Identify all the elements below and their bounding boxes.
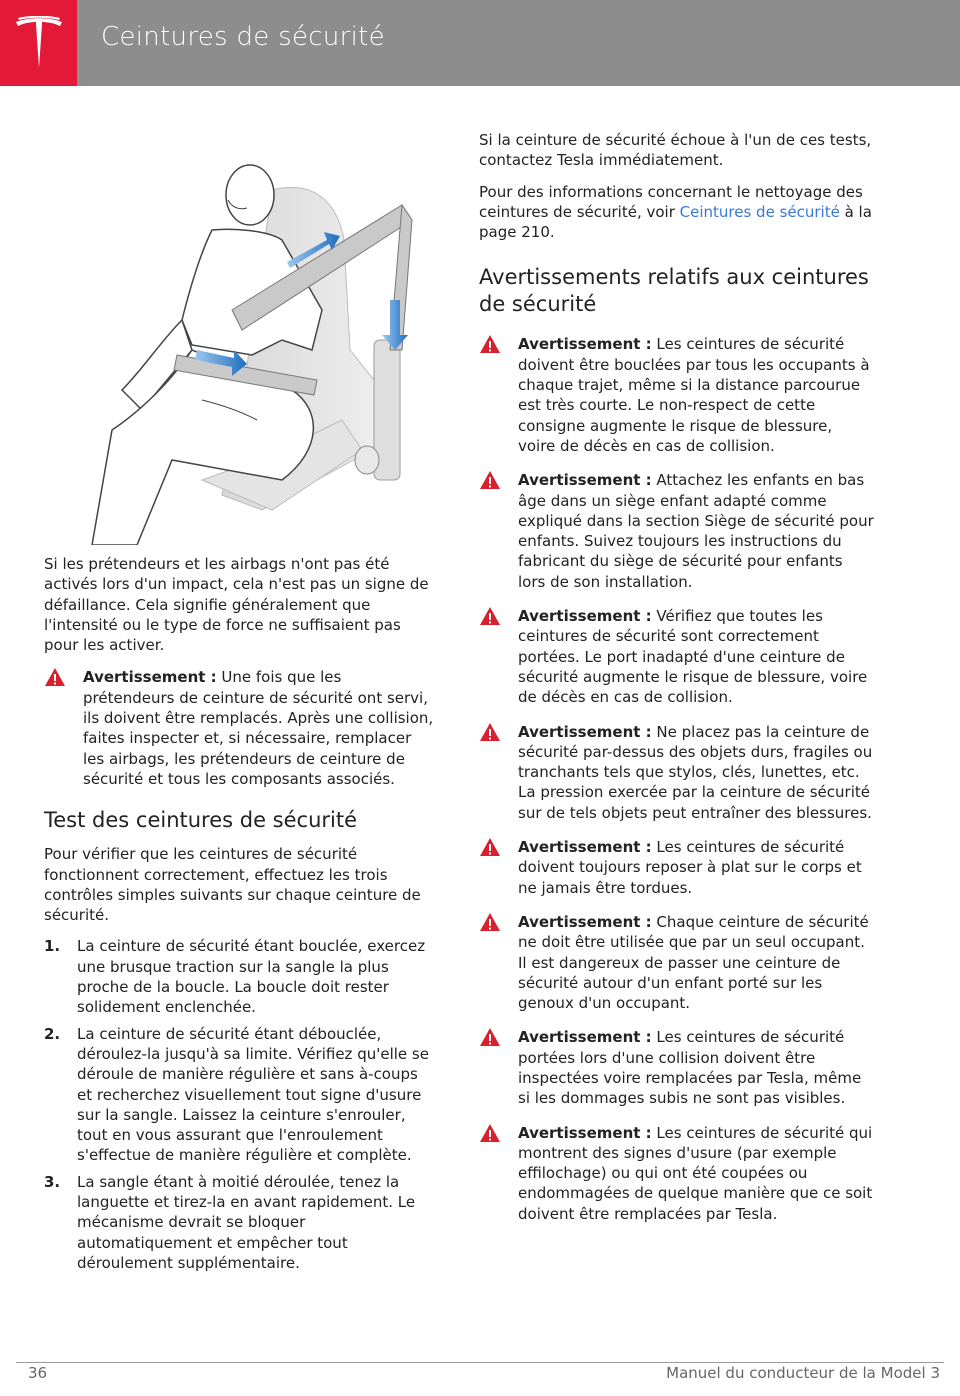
warning-block [479, 912, 874, 1013]
warning-block [479, 334, 874, 456]
warning-block [479, 722, 874, 823]
warning-icon [479, 606, 501, 626]
step-number: 1. [44, 937, 61, 956]
seatbelt-illustration [82, 150, 422, 545]
warning-icon [479, 912, 501, 932]
cleaning-page-ref: à la page 210. [479, 202, 872, 242]
warning-block [479, 606, 874, 707]
warning-text: Une fois que les prétendeurs de ceinture de sécurité ont servi, ils doivent être remplacés. Après une collision, faites inspecter et, si nécessaire, remplacer les airbags, les prétendeurs de ceinture de sécurité et tous les composants associés. [83, 668, 434, 788]
warning-text: Ne placez pas la ceinture de sécurité par-dessus des objets durs, fragiles ou tranchants tels que stylos, clés, lunettes, etc. La pression exercée par la ceinture de sécurité sur de tels objets peut entraîner des blessures. [518, 722, 873, 822]
cleaning-link[interactable]: Ceintures de sécurité [679, 202, 840, 221]
warning-icon [479, 334, 501, 354]
step-text: La ceinture de sécurité étant débouclée, déroulez-la jusqu'à sa limite. Vérifiez qu'elle se déroule de manière régulière et sans à-coups et recherchez visuellement tout signe d'usure sur la sangle. Laissez la ceinture s'enrouler, tout en vous assurant que l'enroulement s'effectue de manière régulière et complète. [77, 1024, 429, 1165]
cleaning-text: Pour des informations concernant le nettoyage des ceintures de sécurité, voir [479, 182, 863, 221]
warning-text: Les ceintures de sécurité portées lors d'une collision doivent être inspectées voire remplacées par Tesla, même si les dommages subis ne sont pas visibles. [518, 1028, 862, 1108]
warning-icon [44, 667, 66, 687]
manual-title: Manuel du conducteur de la Model 3 [666, 1364, 940, 1382]
tesla-logo [0, 0, 77, 86]
section-heading: Test des ceintures de sécurité [44, 808, 358, 833]
warning-label: Avertissement : [518, 335, 652, 354]
warning-label: Avertissement : [518, 471, 652, 490]
warning-label: Avertissement : [518, 912, 652, 931]
warning-icon [479, 470, 501, 490]
warning-text: Les ceintures de sécurité qui montrent des signes d'usure (par exemple effilochage) ou qui ont été coupées ou endommagées de quelque manière que ce soit doivent être remplacées par Tesla. [518, 1123, 873, 1223]
warning-label: Avertissement : [518, 722, 652, 741]
warning-block [479, 837, 874, 898]
warning-label: Avertissement : [518, 838, 652, 857]
warning-block [479, 1123, 874, 1224]
warning-text: Chaque ceinture de sécurité ne doit être utilisée que par un seul occupant. Il est dangereux de passer une ceinture de sécurité autour d'un enfant porté sur les genoux d'un occupant. [518, 912, 869, 1013]
test-failure-note: Si la ceinture de sécurité échoue à l'un de ces tests, contactez Tesla immédiatement. [479, 131, 872, 170]
warning-text: Les ceintures de sécurité doivent toujours reposer à plat sur le corps et ne jamais être tordues. [518, 838, 862, 897]
tesla-t-icon [14, 16, 64, 70]
step-text: La sangle étant à moitié déroulée, tenez la languette et tirez-la en avant rapidement. Le mécanisme devrait se bloquer automatiquement et empêcher tout déroulement supplémentaire. [77, 1172, 416, 1272]
step-text: La ceinture de sécurité étant bouclée, exercez une brusque traction sur la sangle la plus proche de la boucle. La boucle doit rester solidement enclenchée. [77, 937, 426, 1017]
warning-icon [479, 722, 501, 742]
warning-block [479, 1027, 874, 1108]
test-intro: Pour vérifier que les ceintures de sécurité fonctionnent correctement, effectuez les trois contrôles simples suivants sur chaque ceinture de sécurité. [44, 845, 421, 925]
warning-text: Vérifiez que toutes les ceintures de sécurité sont correctement portées. Le port inadapté d'une ceinture de sécurité augmente le risque de blessure, voire de décès en cas de collision. [518, 607, 868, 707]
step-number: 2. [44, 1024, 61, 1043]
cleaning-note [479, 182, 874, 243]
list-item [44, 1172, 436, 1273]
warning-label: Avertissement : [83, 668, 217, 687]
footer-divider [16, 1362, 944, 1363]
warning-icon [479, 1123, 501, 1143]
warning-label: Avertissement : [518, 607, 652, 626]
page-number: 36 [28, 1364, 48, 1382]
page-title: Ceintures de sécurité [101, 22, 385, 52]
left-column [44, 554, 436, 1279]
warning-label: Avertissement : [518, 1123, 652, 1142]
step-number: 3. [44, 1172, 61, 1191]
list-item [44, 936, 436, 1017]
list-item [44, 1024, 436, 1166]
section-heading: Avertissements relatifs aux ceintures de sécurité [479, 265, 869, 317]
pretensioner-note: Si les prétendeurs et les airbags n'ont pas été activés lors d'un impact, cela n'est pas un signe de défaillance. Cela signifie généralement que l'intensité ou le type de force ne suffisaient pas pour les activer. [44, 555, 429, 655]
warning-icon [479, 837, 501, 857]
warning-block [44, 667, 436, 789]
right-column [479, 130, 874, 1238]
warning-label: Avertissement : [518, 1028, 652, 1047]
warning-block [479, 470, 874, 592]
test-steps [44, 936, 436, 1273]
warning-text: Les ceintures de sécurité doivent être bouclées par tous les occupants à chaque trajet, même si la distance parcourue est très courte. Le non-respect de cette consigne augmente le risque de blessure, voire de décès en cas de collision. [518, 335, 870, 455]
warning-icon [479, 1027, 501, 1047]
warning-text: Attachez les enfants en bas âge dans un siège enfant adapté comme expliqué dans la section Siège de sécurité pour enfants. Suivez toujours les instructions du fabricant du siège de sécurité pour enfants lors de son installation. [518, 471, 874, 591]
page-header [0, 0, 960, 86]
